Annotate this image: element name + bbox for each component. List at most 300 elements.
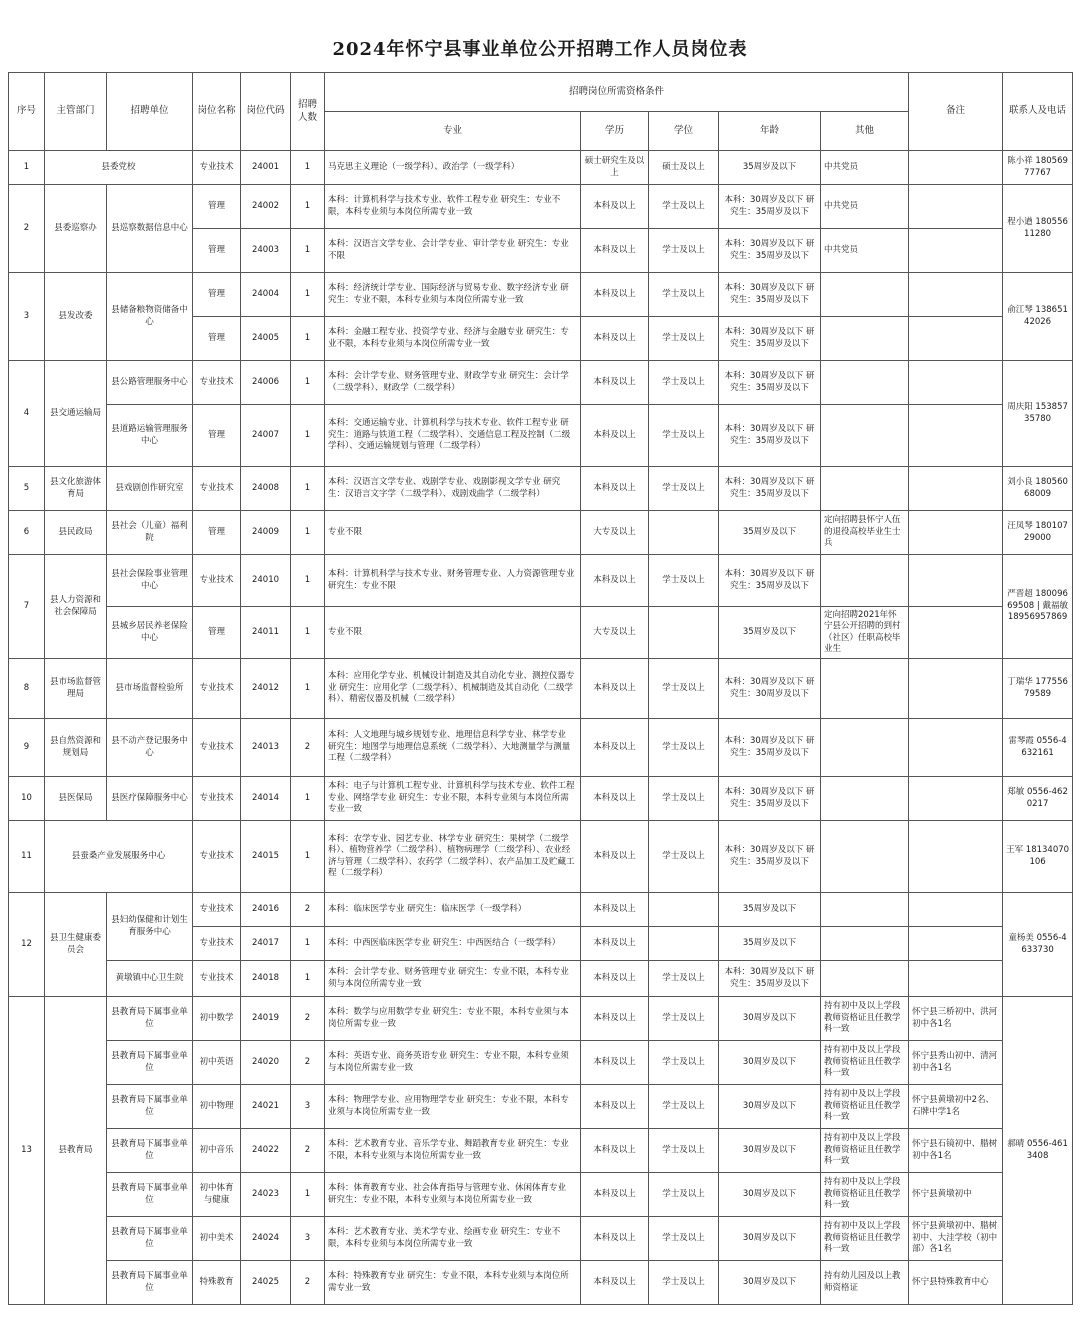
- row-age: 30周岁及以下: [719, 1085, 821, 1129]
- row-unit: 县城乡居民养老保险中心: [107, 607, 193, 659]
- row-dept: 县蚕桑产业发展服务中心: [45, 821, 193, 893]
- positions-table: [8, 72, 1073, 1305]
- row-contact: 童杨美 0556-4633730: [1003, 893, 1073, 997]
- row-pos-code: 24019: [241, 997, 291, 1041]
- row-remark: [909, 927, 1003, 961]
- row-remark: [909, 719, 1003, 777]
- row-age: 30周岁及以下: [719, 1217, 821, 1261]
- table-row: [9, 607, 1073, 659]
- table-row: [9, 467, 1073, 511]
- row-pos-name: 初中物理: [193, 1085, 241, 1129]
- row-contact: 丁瑞华 17755679589: [1003, 659, 1073, 719]
- row-unit: 县教育局下属事业单位: [107, 1041, 193, 1085]
- row-other: [821, 659, 909, 719]
- row-education: 硕士研究生及以上: [581, 151, 649, 185]
- row-remark: [909, 467, 1003, 511]
- row-education: 本科及以上: [581, 361, 649, 405]
- row-education: 本科及以上: [581, 317, 649, 361]
- row-education: 本科及以上: [581, 229, 649, 273]
- row-pos-name: 专业技术: [193, 821, 241, 893]
- row-other: [821, 961, 909, 997]
- row-age: 本科：30周岁及以下 研究生：35周岁及以下: [719, 273, 821, 317]
- row-pos-name: 管理: [193, 511, 241, 555]
- row-contact: 陈小祥 18056977767: [1003, 151, 1073, 185]
- row-pos-code: 24023: [241, 1173, 291, 1217]
- row-age: 本科：30周岁及以下 研究生：35周岁及以下: [719, 361, 821, 405]
- row-count: 2: [291, 997, 325, 1041]
- row-dept: 县自然资源和规划局: [45, 719, 107, 777]
- header-remark: 备注: [909, 73, 1003, 151]
- row-remark: [909, 229, 1003, 273]
- row-seq: 1: [9, 151, 45, 185]
- row-pos-name: 专业技术: [193, 777, 241, 821]
- row-education: 本科及以上: [581, 997, 649, 1041]
- row-unit: 县市场监督检验所: [107, 659, 193, 719]
- row-other: [821, 927, 909, 961]
- row-pos-code: 24006: [241, 361, 291, 405]
- row-dept: 县卫生健康委员会: [45, 893, 107, 997]
- row-count: 1: [291, 927, 325, 961]
- row-major: 本科：特殊教育专业 研究生：专业不限，本科专业须与本岗位所需专业一致: [325, 1261, 581, 1305]
- row-age: 30周岁及以下: [719, 1129, 821, 1173]
- row-pos-code: 24001: [241, 151, 291, 185]
- row-other: [821, 405, 909, 467]
- row-dept: 县市场监督管理局: [45, 659, 107, 719]
- row-pos-name: 特殊教育: [193, 1261, 241, 1305]
- row-count: 1: [291, 229, 325, 273]
- row-other: 持有初中及以上学段教师资格证且任教学科一致: [821, 1173, 909, 1217]
- table-row: [9, 1129, 1073, 1173]
- row-major: 马克思主义理论（一级学科）、政治学（一级学科）: [325, 151, 581, 185]
- row-education: 本科及以上: [581, 1217, 649, 1261]
- row-education: 本科及以上: [581, 405, 649, 467]
- row-unit: 县巡察数据信息中心: [107, 185, 193, 273]
- row-major: 本科：体育教育专业、社会体育指导与管理专业、休闲体育专业 研究生：专业不限，本科专业须与本岗位所需专业一致: [325, 1173, 581, 1217]
- row-other: 持有幼儿园及以上教师资格证: [821, 1261, 909, 1305]
- row-major: 本科：人文地理与城乡规划专业、地理信息科学专业、林学专业 研究生：地图学与地理信息系统（二级学科）、大地测量学与测量工程（二级学科）: [325, 719, 581, 777]
- row-education: 本科及以上: [581, 467, 649, 511]
- row-count: 1: [291, 659, 325, 719]
- row-pos-code: 24021: [241, 1085, 291, 1129]
- row-remark: [909, 821, 1003, 893]
- row-education: 本科及以上: [581, 961, 649, 997]
- row-age: 本科：30周岁及以下 研究生：35周岁及以下: [719, 777, 821, 821]
- table-row: [9, 1217, 1073, 1261]
- row-dept: 县发改委: [45, 273, 107, 361]
- row-seq: 11: [9, 821, 45, 893]
- row-pos-name: 专业技术: [193, 361, 241, 405]
- row-education: 本科及以上: [581, 893, 649, 927]
- document-sheet: [8, 28, 1072, 1305]
- row-age: 本科：30周岁及以下 研究生：35周岁及以下: [719, 185, 821, 229]
- row-other: 持有初中及以上学段教师资格证且任教学科一致: [821, 1129, 909, 1173]
- row-remark: [909, 659, 1003, 719]
- row-age: 30周岁及以下: [719, 1261, 821, 1305]
- row-pos-code: 24015: [241, 821, 291, 893]
- row-unit: 县教育局下属事业单位: [107, 1085, 193, 1129]
- header-count: 招聘人数: [291, 73, 325, 151]
- row-seq: 9: [9, 719, 45, 777]
- row-degree: [649, 511, 719, 555]
- row-age: 本科：30周岁及以下 研究生：35周岁及以下: [719, 405, 821, 467]
- row-pos-code: 24024: [241, 1217, 291, 1261]
- row-pos-name: 专业技术: [193, 659, 241, 719]
- row-pos-name: 管理: [193, 273, 241, 317]
- table-body: [9, 151, 1073, 1305]
- table-row: [9, 273, 1073, 317]
- row-remark: [909, 185, 1003, 229]
- row-degree: [649, 607, 719, 659]
- header-education: 学历: [581, 112, 649, 151]
- row-seq: 7: [9, 555, 45, 659]
- row-age: 35周岁及以下: [719, 607, 821, 659]
- row-unit: 县医疗保障服务中心: [107, 777, 193, 821]
- row-degree: 学士及以上: [649, 273, 719, 317]
- row-education: 本科及以上: [581, 1041, 649, 1085]
- table-row: [9, 961, 1073, 997]
- row-degree: 学士及以上: [649, 555, 719, 607]
- row-seq: 4: [9, 361, 45, 467]
- row-unit: 县教育局下属事业单位: [107, 1173, 193, 1217]
- table-row: [9, 151, 1073, 185]
- row-count: 2: [291, 1129, 325, 1173]
- row-count: 3: [291, 1085, 325, 1129]
- row-count: 1: [291, 361, 325, 405]
- row-unit: 县道路运输管理服务中心: [107, 405, 193, 467]
- row-pos-code: 24017: [241, 927, 291, 961]
- row-education: 本科及以上: [581, 185, 649, 229]
- row-pos-code: 24009: [241, 511, 291, 555]
- row-remark: 怀宁县黄墩初中: [909, 1173, 1003, 1217]
- table-row: [9, 511, 1073, 555]
- row-pos-code: 24020: [241, 1041, 291, 1085]
- row-age: 35周岁及以下: [719, 927, 821, 961]
- row-degree: 学士及以上: [649, 1041, 719, 1085]
- row-dept: 县文化旅游体育局: [45, 467, 107, 511]
- row-seq: 2: [9, 185, 45, 273]
- row-degree: 学士及以上: [649, 1261, 719, 1305]
- row-education: 本科及以上: [581, 1173, 649, 1217]
- row-count: 1: [291, 607, 325, 659]
- row-unit: 县教育局下属事业单位: [107, 1129, 193, 1173]
- row-seq: 12: [9, 893, 45, 997]
- row-age: 本科：30周岁及以下 研究生：30周岁及以下: [719, 659, 821, 719]
- row-degree: 学士及以上: [649, 719, 719, 777]
- row-major: 本科：汉语言文学专业、戏剧学专业、戏剧影视文学专业 研究生：汉语言文字学（二级学科）、戏剧戏曲学（二级学科）: [325, 467, 581, 511]
- row-pos-name: 初中英语: [193, 1041, 241, 1085]
- row-degree: 学士及以上: [649, 961, 719, 997]
- row-other: [821, 821, 909, 893]
- row-age: 35周岁及以下: [719, 511, 821, 555]
- header-row: [9, 73, 1073, 112]
- row-age: 30周岁及以下: [719, 1041, 821, 1085]
- row-contact: 郑敏 0556-4620217: [1003, 777, 1073, 821]
- row-other: 持有初中及以上学段教师资格证且任教学科一致: [821, 1041, 909, 1085]
- row-remark: [909, 607, 1003, 659]
- row-pos-code: 24014: [241, 777, 291, 821]
- row-pos-code: 24008: [241, 467, 291, 511]
- row-pos-code: 24010: [241, 555, 291, 607]
- row-other: [821, 777, 909, 821]
- row-count: 3: [291, 1217, 325, 1261]
- row-pos-name: 专业技术: [193, 467, 241, 511]
- row-pos-name: 专业技术: [193, 893, 241, 927]
- row-other: [821, 317, 909, 361]
- row-age: 本科：30周岁及以下 研究生：35周岁及以下: [719, 467, 821, 511]
- row-age: 30周岁及以下: [719, 1173, 821, 1217]
- row-other: [821, 555, 909, 607]
- row-remark: 怀宁县特殊教育中心: [909, 1261, 1003, 1305]
- row-remark: [909, 893, 1003, 927]
- row-major: 本科：临床医学专业 研究生：临床医学（一级学科）: [325, 893, 581, 927]
- row-pos-code: 24004: [241, 273, 291, 317]
- row-other: 持有初中及以上学段教师资格证且任教学科一致: [821, 1217, 909, 1261]
- row-count: 1: [291, 1173, 325, 1217]
- row-major: 本科：经济统计学专业、国际经济与贸易专业、数字经济专业 研究生：专业不限，本科专业须与本岗位所需专业一致: [325, 273, 581, 317]
- row-education: 本科及以上: [581, 1085, 649, 1129]
- row-education: 本科及以上: [581, 927, 649, 961]
- table-row: [9, 997, 1073, 1041]
- row-contact: 严晋超 18009669508 | 戴福敏 18956957869: [1003, 555, 1073, 659]
- row-pos-code: 24022: [241, 1129, 291, 1173]
- row-pos-name: 专业技术: [193, 555, 241, 607]
- row-degree: [649, 893, 719, 927]
- row-other: 持有初中及以上学段教师资格证且任教学科一致: [821, 1085, 909, 1129]
- row-dept: 县医保局: [45, 777, 107, 821]
- table-row: [9, 361, 1073, 405]
- row-count: 2: [291, 1261, 325, 1305]
- row-pos-name: 初中美术: [193, 1217, 241, 1261]
- row-degree: 学士及以上: [649, 1217, 719, 1261]
- row-other: 中共党员: [821, 151, 909, 185]
- row-degree: 学士及以上: [649, 467, 719, 511]
- row-major: 本科：数学与应用数学专业 研究生：专业不限，本科专业须与本岗位所需专业一致: [325, 997, 581, 1041]
- table-row: [9, 821, 1073, 893]
- header-dept: 主管部门: [45, 73, 107, 151]
- header-other: 其他: [821, 112, 909, 151]
- row-age: 本科：30周岁及以下 研究生：35周岁及以下: [719, 555, 821, 607]
- row-other: [821, 273, 909, 317]
- row-pos-name: 专业技术: [193, 719, 241, 777]
- row-remark: [909, 361, 1003, 405]
- row-degree: 学士及以上: [649, 659, 719, 719]
- row-remark: [909, 273, 1003, 317]
- row-degree: 学士及以上: [649, 405, 719, 467]
- row-other: 定向招聘2021年怀宁县公开招聘的到村（社区）任职高校毕业生: [821, 607, 909, 659]
- row-other: [821, 893, 909, 927]
- row-count: 1: [291, 961, 325, 997]
- row-education: 本科及以上: [581, 777, 649, 821]
- row-pos-name: 专业技术: [193, 927, 241, 961]
- row-major: 本科：金融工程专业、投资学专业、经济与金融专业 研究生：专业不限，本科专业须与本岗位所需专业一致: [325, 317, 581, 361]
- row-other: 中共党员: [821, 185, 909, 229]
- row-dept: 县民政局: [45, 511, 107, 555]
- header-major: 专业: [325, 112, 581, 151]
- row-education: 本科及以上: [581, 273, 649, 317]
- table-row: [9, 1261, 1073, 1305]
- row-remark: 怀宁县石镜初中、腊树初中各1名: [909, 1129, 1003, 1173]
- row-education: 本科及以上: [581, 555, 649, 607]
- row-major: 本科：汉语言文学专业、会计学专业、审计学专业 研究生：专业不限: [325, 229, 581, 273]
- row-unit: 县不动产登记服务中心: [107, 719, 193, 777]
- row-seq: 13: [9, 997, 45, 1305]
- header-conditions: 招聘岗位所需资格条件: [325, 73, 909, 112]
- row-age: 35周岁及以下: [719, 893, 821, 927]
- row-count: 1: [291, 317, 325, 361]
- row-major: 本科：艺术教育专业、美术学专业、绘画专业 研究生：专业不限，本科专业须与本岗位所需专业一致: [325, 1217, 581, 1261]
- row-contact: 雷琴霞 0556-4632161: [1003, 719, 1073, 777]
- row-major: 本科：计算机科学与技术专业、财务管理专业、人力资源管理专业 研究生：专业不限: [325, 555, 581, 607]
- row-contact: 周庆阳 15385735780: [1003, 361, 1073, 467]
- row-degree: 学士及以上: [649, 1129, 719, 1173]
- row-degree: 学士及以上: [649, 361, 719, 405]
- row-age: 本科：30周岁及以下 研究生：35周岁及以下: [719, 961, 821, 997]
- row-education: 大专及以上: [581, 511, 649, 555]
- row-education: 本科及以上: [581, 719, 649, 777]
- row-major: 本科：应用化学专业、机械设计制造及其自动化专业、测控仪器专业 研究生：应用化学（二级学科）、机械制造及其自动化（二级学科）、精密仪器及机械（二级学科）: [325, 659, 581, 719]
- row-age: 本科：30周岁及以下 研究生：35周岁及以下: [719, 229, 821, 273]
- row-remark: 怀宁县秀山初中、清河初中各1名: [909, 1041, 1003, 1085]
- row-seq: 8: [9, 659, 45, 719]
- row-education: 大专及以上: [581, 607, 649, 659]
- row-count: 2: [291, 893, 325, 927]
- row-pos-name: 初中音乐: [193, 1129, 241, 1173]
- row-pos-name: 初中体育与健康: [193, 1173, 241, 1217]
- row-education: 本科及以上: [581, 659, 649, 719]
- row-unit: 县妇幼保健和计划生育服务中心: [107, 893, 193, 961]
- row-other: [821, 719, 909, 777]
- row-major: 专业不限: [325, 511, 581, 555]
- row-remark: [909, 555, 1003, 607]
- header-contact: 联系人及电话: [1003, 73, 1073, 151]
- row-major: 本科：计算机科学与技术专业、软件工程专业 研究生：专业不限，本科专业须与本岗位所需专业一致: [325, 185, 581, 229]
- row-pos-name: 管理: [193, 607, 241, 659]
- row-count: 1: [291, 273, 325, 317]
- row-age: 本科：30周岁及以下 研究生：35周岁及以下: [719, 317, 821, 361]
- row-degree: 学士及以上: [649, 229, 719, 273]
- row-unit: 县公路管理服务中心: [107, 361, 193, 405]
- row-major: 本科：交通运输专业、计算机科学与技术专业、软件工程专业 研究生：道路与铁道工程（二级学科）、交通信息工程及控制（二级学科）、交通运输规划与管理（二级学科）: [325, 405, 581, 467]
- row-pos-code: 24018: [241, 961, 291, 997]
- row-remark: 怀宁县黄墩初中2名、石牌中学1名: [909, 1085, 1003, 1129]
- row-dept: 县委巡察办: [45, 185, 107, 273]
- row-unit: 县教育局下属事业单位: [107, 1261, 193, 1305]
- row-other: 定向招聘县怀宁人伍的退役高校毕业生士兵: [821, 511, 909, 555]
- row-degree: [649, 927, 719, 961]
- row-major: 专业不限: [325, 607, 581, 659]
- row-dept: 县人力资源和社会保障局: [45, 555, 107, 659]
- row-major: 本科：英语专业、商务英语专业 研究生：专业不限，本科专业须与本岗位所需专业一致: [325, 1041, 581, 1085]
- row-remark: [909, 317, 1003, 361]
- header-unit: 招聘单位: [107, 73, 193, 151]
- row-pos-code: 24025: [241, 1261, 291, 1305]
- row-pos-code: 24005: [241, 317, 291, 361]
- row-count: 1: [291, 555, 325, 607]
- table-row: [9, 1041, 1073, 1085]
- row-unit: 县教育局下属事业单位: [107, 1217, 193, 1261]
- row-major: 本科：会计学专业、财务管理专业 研究生：专业不限，本科专业须与本岗位所需专业一致: [325, 961, 581, 997]
- table-row: [9, 719, 1073, 777]
- row-count: 1: [291, 185, 325, 229]
- row-unit: 县教育局下属事业单位: [107, 997, 193, 1041]
- row-dept: 县教育局: [45, 997, 107, 1305]
- table-row: [9, 555, 1073, 607]
- row-count: 1: [291, 777, 325, 821]
- row-other: [821, 467, 909, 511]
- header-age: 年龄: [719, 112, 821, 151]
- row-other: [821, 361, 909, 405]
- table-row: [9, 185, 1073, 229]
- row-count: 1: [291, 405, 325, 467]
- row-seq: 10: [9, 777, 45, 821]
- row-degree: 学士及以上: [649, 1173, 719, 1217]
- row-pos-name: 管理: [193, 185, 241, 229]
- header-degree: 学位: [649, 112, 719, 151]
- row-count: 1: [291, 467, 325, 511]
- row-degree: 硕士及以上: [649, 151, 719, 185]
- row-age: 本科：30周岁及以下 研究生：35周岁及以下: [719, 821, 821, 893]
- row-dept: 县交通运输局: [45, 361, 107, 467]
- row-contact: 俞江琴 13865142026: [1003, 273, 1073, 361]
- header-pos-name: 岗位名称: [193, 73, 241, 151]
- page-title: 2024年怀宁县事业单位公开招聘工作人员岗位表: [332, 39, 748, 60]
- table-row: [9, 659, 1073, 719]
- row-contact: 刘小良 18056068009: [1003, 467, 1073, 511]
- row-education: 本科及以上: [581, 1129, 649, 1173]
- header-seq: 序号: [9, 73, 45, 151]
- row-degree: 学士及以上: [649, 185, 719, 229]
- row-pos-code: 24013: [241, 719, 291, 777]
- row-count: 1: [291, 821, 325, 893]
- table-row: [9, 405, 1073, 467]
- row-dept: 县委党校: [45, 151, 193, 185]
- row-major: 本科：艺术教育专业、音乐学专业、舞蹈教育专业 研究生：专业不限，本科专业须与本岗位所需专业一致: [325, 1129, 581, 1173]
- row-contact: 程小遒 18055611280: [1003, 185, 1073, 273]
- row-pos-name: 专业技术: [193, 151, 241, 185]
- row-seq: 6: [9, 511, 45, 555]
- row-remark: [909, 151, 1003, 185]
- row-remark: 怀宁县三桥初中、洪河初中各1名: [909, 997, 1003, 1041]
- row-contact: 汪凤琴 18010729000: [1003, 511, 1073, 555]
- row-unit: 县储备粮物资储备中心: [107, 273, 193, 361]
- row-seq: 5: [9, 467, 45, 511]
- row-pos-code: 24016: [241, 893, 291, 927]
- row-education: 本科及以上: [581, 1261, 649, 1305]
- row-other: 中共党员: [821, 229, 909, 273]
- row-seq: 3: [9, 273, 45, 361]
- table-row: [9, 1173, 1073, 1217]
- table-row: [9, 777, 1073, 821]
- row-remark: [909, 405, 1003, 467]
- table-row: [9, 1085, 1073, 1129]
- row-count: 2: [291, 1041, 325, 1085]
- row-remark: [909, 961, 1003, 997]
- row-contact: 郝晴 0556-4613408: [1003, 997, 1073, 1305]
- row-degree: 学士及以上: [649, 997, 719, 1041]
- row-degree: 学士及以上: [649, 1085, 719, 1129]
- row-remark: [909, 777, 1003, 821]
- row-major: 本科：农学专业、园艺专业、林学专业 研究生：果树学（二级学科）、植物营养学（二级学科）、植物病理学（二级学科）、农业经济与管理（二级学科）、农药学（二级学科）、农产品加工及贮藏工程（二级学科）: [325, 821, 581, 893]
- row-age: 30周岁及以下: [719, 997, 821, 1041]
- row-contact: 王军 18134070106: [1003, 821, 1073, 893]
- row-unit: 县戏剧创作研究室: [107, 467, 193, 511]
- row-pos-code: 24011: [241, 607, 291, 659]
- row-pos-code: 24007: [241, 405, 291, 467]
- row-major: 本科：物理学专业、应用物理学专业 研究生：专业不限，本科专业须与本岗位所需专业一致: [325, 1085, 581, 1129]
- row-unit: 县社会保险事业管理中心: [107, 555, 193, 607]
- row-pos-name: 管理: [193, 317, 241, 361]
- row-count: 1: [291, 511, 325, 555]
